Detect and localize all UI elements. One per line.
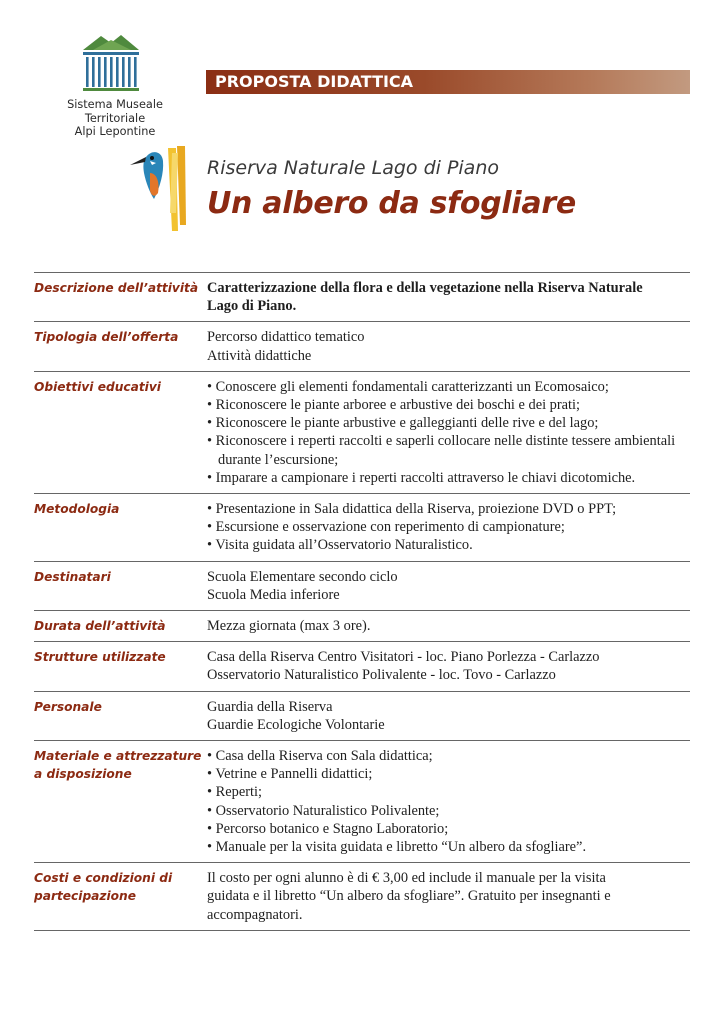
- row-label-line: Costi e condizioni di: [34, 871, 173, 886]
- row-label-line: Obiettivi educativi: [34, 379, 161, 394]
- bullet-item: • Riconoscere le piante arbustive e galleggianti delle rive e del lago;: [207, 415, 599, 432]
- row-value: [207, 747, 690, 856]
- museum-temple-logo-icon: [81, 32, 143, 96]
- banner: [206, 70, 690, 94]
- banner-label: PROPOSTA DIDATTICA: [215, 72, 414, 91]
- logo-subname: Alpi Lepontine: [74, 125, 156, 138]
- bullet-item: • Imparare a campionare i reperti raccolti attraverso le chiavi dicotomiche.: [207, 469, 636, 486]
- value-line: Attività didattiche: [207, 347, 312, 364]
- table-row: [34, 863, 690, 931]
- logo-text: [36, 98, 194, 139]
- table-row: [34, 372, 690, 494]
- value-line: Scuola Media inferiore: [207, 586, 340, 603]
- row-label-line: Tipologia dell’offerta: [34, 330, 179, 345]
- row-value: [207, 279, 690, 315]
- bullet-item: • Conoscere gli elementi fondamentali caratterizzanti un Ecomosaico;: [207, 378, 609, 395]
- info-table: [34, 272, 690, 931]
- row-label-line: Strutture utilizzate: [34, 650, 166, 665]
- row-value: [207, 500, 690, 555]
- bullet-item: • Riconoscere i reperti raccolti e saperli collocare nelle distinte tessere ambientali durante l’escursione;: [207, 433, 676, 468]
- value-line: Lago di Piano.: [207, 298, 297, 315]
- logo-name: Sistema Museale Territoriale: [67, 98, 163, 125]
- row-value: [207, 617, 690, 635]
- row-value: [207, 648, 690, 684]
- row-label: [34, 279, 207, 315]
- row-label: [34, 328, 207, 364]
- row-value: [207, 568, 690, 604]
- row-label-line: a disposizione: [34, 767, 132, 782]
- table-row: [34, 642, 690, 691]
- kingfisher-icon: [128, 143, 190, 233]
- bullet-item: • Reperti;: [207, 784, 262, 801]
- row-label-line: partecipazione: [34, 889, 136, 904]
- value-line: guidata e il libretto “Un albero da sfogliare”. Gratuito per insegnanti e: [207, 888, 611, 905]
- value-line: Caratterizzazione della flora e della vegetazione nella Riserva Naturale: [207, 280, 643, 296]
- row-label-line: Personale: [34, 699, 102, 714]
- value-line: Il costo per ogni alunno è di € 3,00 ed include il manuale per la visita: [207, 870, 606, 887]
- value-line: Guardie Ecologiche Volontarie: [207, 716, 385, 733]
- value-line: Casa della Riserva Centro Visitatori - loc. Piano Porlezza - Carlazzo: [207, 649, 600, 666]
- subtitle: Riserva Naturale Lago di Piano: [207, 157, 499, 179]
- table-row: [34, 741, 690, 863]
- bullet-item: • Escursione e osservazione con reperimento di campionature;: [207, 519, 565, 536]
- row-label-line: Destinatari: [34, 569, 111, 584]
- table-row: [34, 611, 690, 642]
- row-label: [34, 648, 207, 684]
- row-value: [207, 328, 690, 364]
- bullet-item: • Vetrine e Pannelli didattici;: [207, 766, 373, 783]
- value-line: Guardia della Riserva: [207, 698, 333, 715]
- table-row: [34, 692, 690, 741]
- table-row: [34, 494, 690, 562]
- value-line: Percorso didattico tematico: [207, 329, 365, 346]
- row-label: [34, 378, 207, 487]
- row-label: [34, 500, 207, 555]
- row-label: [34, 747, 207, 856]
- row-label-line: Metodologia: [34, 502, 120, 517]
- row-label-line: Descrizione dell’attività: [34, 281, 199, 295]
- bullet-item: • Percorso botanico e Stagno Laboratorio;: [207, 820, 449, 837]
- row-label: [34, 698, 207, 734]
- table-row: [34, 562, 690, 611]
- bullet-item: • Casa della Riserva con Sala didattica;: [207, 748, 433, 765]
- value-line: Scuola Elementare secondo ciclo: [207, 568, 398, 585]
- row-label: [34, 617, 207, 635]
- bullet-item: • Presentazione in Sala didattica della Riserva, proiezione DVD o PPT;: [207, 501, 617, 518]
- value-line: Osservatorio Naturalistico Polivalente - loc. Tovo - Carlazzo: [207, 667, 556, 684]
- bullet-item: • Manuale per la visita guidata e libretto “Un albero da sfogliare”.: [207, 839, 587, 856]
- row-label: [34, 568, 207, 604]
- row-value: [207, 378, 690, 487]
- bullet-item: • Visita guidata all’Osservatorio Naturalistico.: [207, 537, 473, 554]
- row-value: [207, 869, 690, 924]
- table-row: [34, 322, 690, 371]
- bullet-item: • Riconoscere le piante arboree e arbustive dei boschi e dei prati;: [207, 397, 581, 414]
- table-row: [34, 273, 690, 322]
- bullet-item: • Osservatorio Naturalistico Polivalente;: [207, 802, 440, 819]
- row-value: [207, 698, 690, 734]
- value-line: accompagnatori.: [207, 906, 303, 923]
- row-label-line: Materiale e attrezzature: [34, 749, 202, 764]
- row-label: [34, 869, 207, 924]
- row-label-line: Durata dell’attività: [34, 619, 166, 634]
- page-title: Un albero da sfogliare: [207, 186, 576, 221]
- value-line: Mezza giornata (max 3 ore).: [207, 618, 371, 635]
